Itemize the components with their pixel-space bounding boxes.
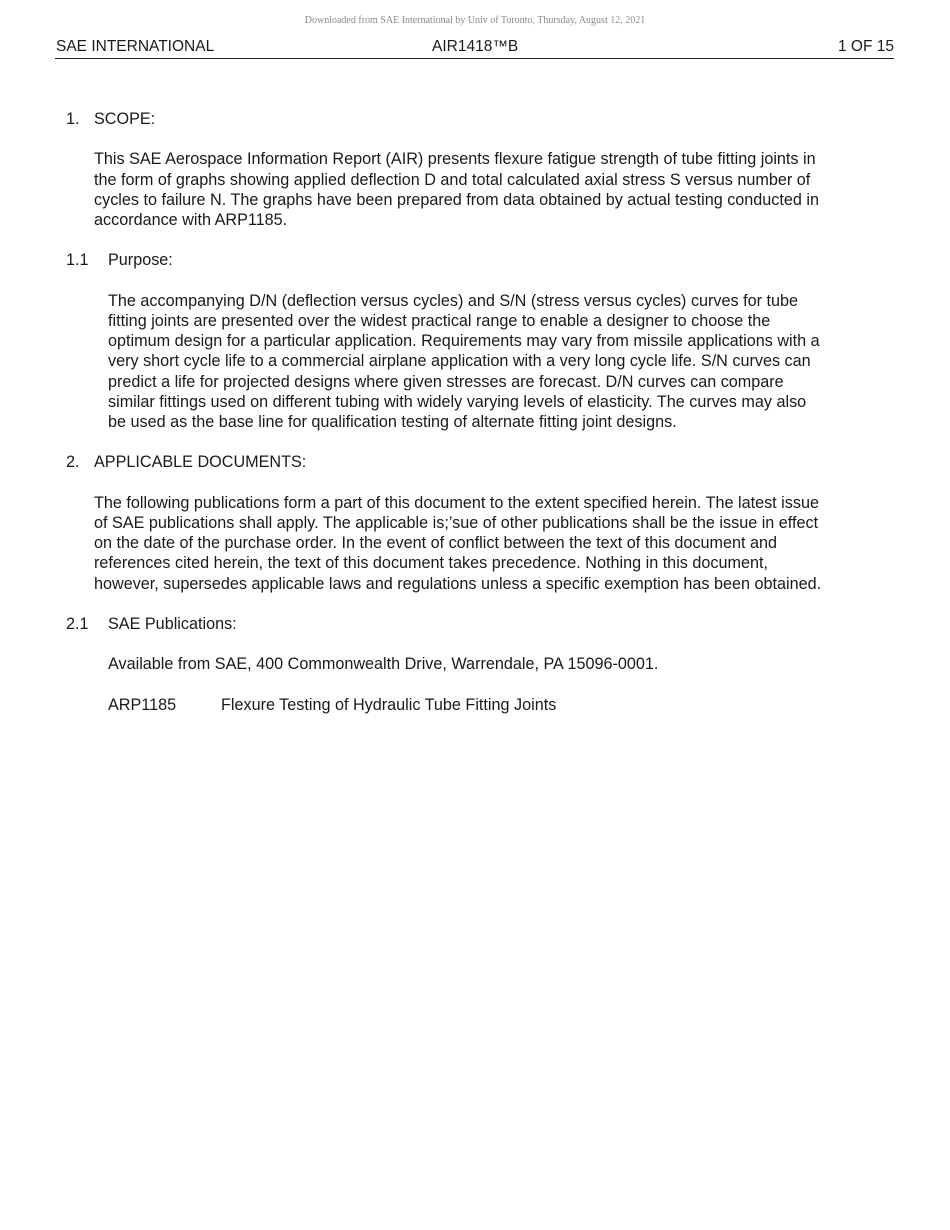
section-1-1-title: Purpose: xyxy=(108,251,173,270)
section-2-1-heading xyxy=(66,614,866,634)
download-watermark: Downloaded from SAE International by Univ of Toronto, Thursday, August 12, 2021 xyxy=(304,15,646,26)
section-1-paragraph xyxy=(66,149,864,230)
section-2-heading xyxy=(66,452,866,472)
page-header xyxy=(55,38,894,59)
section-1-title: SCOPE: xyxy=(94,110,156,128)
paragraph-line: This SAE Aerospace Information Report (AIR) presents flexure fatigue strength of tube fitting joints in xyxy=(94,150,816,169)
paragraph-line: fitting joints are presented over the widest practical range to enable a designer to choose the xyxy=(108,311,771,330)
paragraph-line: of SAE publications shall apply. The applicable is;’sue of other publications shall be the issue in effect xyxy=(94,513,819,532)
paragraph-line: however, supersedes applicable laws and regulations unless a specific exemption has been obtained. xyxy=(94,574,822,593)
section-2-number: 2. xyxy=(66,453,80,472)
section-2-1-availability: Available from SAE, 400 Commonwealth Drive, Warrendale, PA 15096-0001. xyxy=(108,655,659,674)
paragraph-line: The accompanying D/N (deflection versus cycles) and S/N (stress versus cycles) curves for tube xyxy=(108,291,799,310)
paragraph-line: predict a life for projected designs where given stresses are forecast. D/N curves can compare xyxy=(108,372,784,391)
section-1-number: 1. xyxy=(66,110,80,128)
section-2-title: APPLICABLE DOCUMENTS: xyxy=(94,453,307,472)
section-2-paragraph xyxy=(66,493,864,594)
section-2-1-title: SAE Publications: xyxy=(108,614,237,633)
section-1-heading xyxy=(66,109,866,129)
document-body xyxy=(66,109,866,715)
section-2-1-number: 2.1 xyxy=(66,614,89,633)
paragraph-line: cycles to failure N. The graphs have been prepared from data obtained by actual testing conducted in xyxy=(94,190,819,209)
section-1-1-number: 1.1 xyxy=(66,251,89,270)
header-organization: SAE INTERNATIONAL xyxy=(56,38,215,55)
paragraph-line: accordance with ARP1185. xyxy=(94,211,288,229)
section-1-1-paragraph xyxy=(66,291,864,432)
paragraph-line: be used as the base line for qualification testing of alternate fitting joint designs. xyxy=(108,413,677,431)
reference-code: ARP1185 xyxy=(108,695,177,714)
section-1-1-heading xyxy=(66,250,866,270)
paragraph-line: very short cycle life to a commercial airplane application with a very long cycle life. S/N curves can xyxy=(108,352,811,371)
header-page-number: 1 OF 15 xyxy=(838,38,894,55)
paragraph-line: on the date of the purchase order. In the event of conflict between the text of this document and xyxy=(94,534,778,553)
paragraph-line: The following publications form a part of this document to the extent specified herein. The latest issue xyxy=(94,493,819,512)
reference-title: Flexure Testing of Hydraulic Tube Fitting Joints xyxy=(221,695,557,714)
paragraph-line: optimum design for a particular application. Requirements may vary from missile applications with a xyxy=(108,332,820,351)
paragraph-line: references cited herein, the text of this document takes precedence. Nothing in this document, xyxy=(94,554,768,573)
paragraph-line: the form of graphs showing applied deflection D and total calculated axial stress S versus number of xyxy=(94,170,811,189)
reference-entry xyxy=(66,695,866,715)
header-document-id: AIR1418™B xyxy=(432,38,519,55)
paragraph-line: similar fittings used on different tubing with widely varying levels of elasticity. The curves may also xyxy=(108,392,807,411)
